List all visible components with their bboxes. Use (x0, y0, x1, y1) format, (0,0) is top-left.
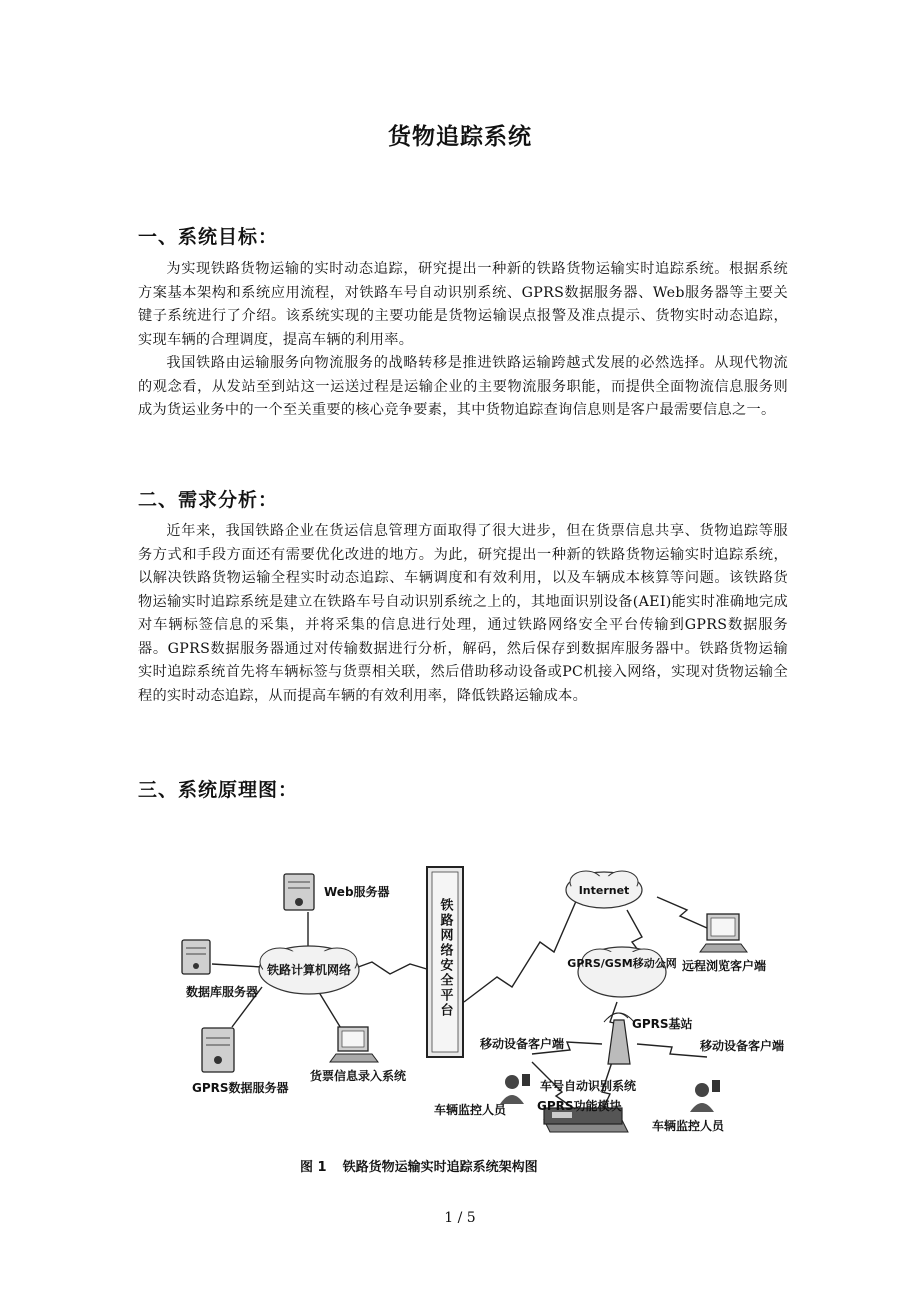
section-heading-requirements: 二、需求分析： (138, 489, 279, 511)
internet-label: Internet (578, 884, 630, 897)
mobile-client-label-right: 移动设备客户端 (700, 1039, 785, 1053)
gprs-gsm-label: GPRS/GSM移动公网 (567, 957, 677, 970)
document-title: 货物追踪系统 (388, 124, 532, 150)
gprs-module-label: GPRS功能模块 (537, 1099, 622, 1113)
gprs-base-label: GPRS基站 (632, 1017, 693, 1031)
remote-client-label: 远程浏览客户端 (682, 959, 767, 973)
figure-caption (300, 1156, 538, 1175)
section-body-requirements (138, 520, 788, 708)
database-server-label: 数据库服务器 (186, 985, 259, 999)
ticket-entry-computer-icon (330, 1027, 378, 1062)
section-heading-diagram: 三、系统原理图： (138, 779, 299, 801)
gprs-data-server-icon (202, 1028, 234, 1072)
monitor-staff-right-label: 车辆监控人员 (652, 1119, 725, 1133)
section-heading-goals: 一、系统目标： (138, 226, 279, 248)
rail-network-label: 铁路计算机网络 (266, 963, 352, 977)
gprs-gsm-cloud-icon (578, 947, 666, 997)
aei-label: 车号自动识别系统 (540, 1079, 637, 1093)
architecture-diagram-svg (172, 852, 785, 1152)
mobile-client-label-left: 移动设备客户端 (480, 1037, 565, 1051)
paragraph: 为实现铁路货物运输的实时动态追踪，研究提出一种新的铁路货物运输实时追踪系统。根据系统方案基本架构和系统应用流程，对铁路车号自动识别系统、GPRS数据服务器、Web服务器等主要关键子系统进行了介绍。该系统实现的主要功能是货物运输误点报警及准点提示、货物实时动态追踪，实现车辆的合理调度，提高车辆的利用率。 (138, 261, 788, 348)
web-server-icon (284, 874, 314, 910)
figure-caption-text: 铁路货物运输实时追踪系统架构图 (342, 1160, 538, 1175)
web-server-label: Web服务器 (324, 885, 390, 899)
page-number: 1 / 5 (444, 1210, 476, 1226)
ticket-entry-label: 货票信息录入系统 (310, 1069, 407, 1083)
architecture-diagram (172, 852, 785, 1152)
paragraph: 我国铁路由运输服务向物流服务的战略转移是推进铁路运输跨越式发展的必然选择。从现代物流的观念看，从发站至到站这一运送过程是运输企业的主要物流服务职能，而提供全面物流信息服务则成为货运业务中的一个至关重要的核心竞争要素，其中货物追踪查询信息则是客户最需要信息之一。 (138, 355, 788, 418)
section-body-goals (138, 258, 788, 423)
monitor-staff-left-icon (500, 1074, 530, 1104)
paragraph: 近年来，我国铁路企业在货运信息管理方面取得了很大进步，但在货票信息共享、货物追踪等服务方式和手段方面还有需要优化改进的地方。为此，研究提出一种新的铁路货物运输实时追踪系统，以解决铁路货物运输全程实时动态追踪、车辆调度和有效利用，以及车辆成本核算等问题。该铁路货物运输实时追踪系统是建立在铁路车号自动识别系统之上的，其地面识别设备(AEI)能实时准确地完成对车辆标签信息的采集，并将采集的信息进行处理，通过铁路网络安全平台传输到GPRS数据服务器。GPRS数据服务器通过对传输数据进行分析，解码，然后保存到数据库服务器中。铁路货物运输实时追踪系统首先将车辆标签与货票相关联，然后借助移动设备或PC机接入网络，实现对货物运输全程的实时动态追踪，从而提高车辆的有效利用率，降低铁路运输成本。 (138, 523, 788, 704)
monitor-staff-right-icon (690, 1080, 720, 1112)
database-server-icon (182, 940, 210, 974)
security-platform-label: 铁路网络安全平台 (437, 898, 453, 1018)
monitor-staff-left-label: 车辆监控人员 (434, 1103, 507, 1117)
gprs-data-server-label: GPRS数据服务器 (192, 1081, 289, 1095)
figure-caption-number: 图 1 (300, 1160, 327, 1175)
gprs-base-station-icon (604, 1013, 634, 1064)
remote-client-computer-icon (700, 914, 747, 952)
